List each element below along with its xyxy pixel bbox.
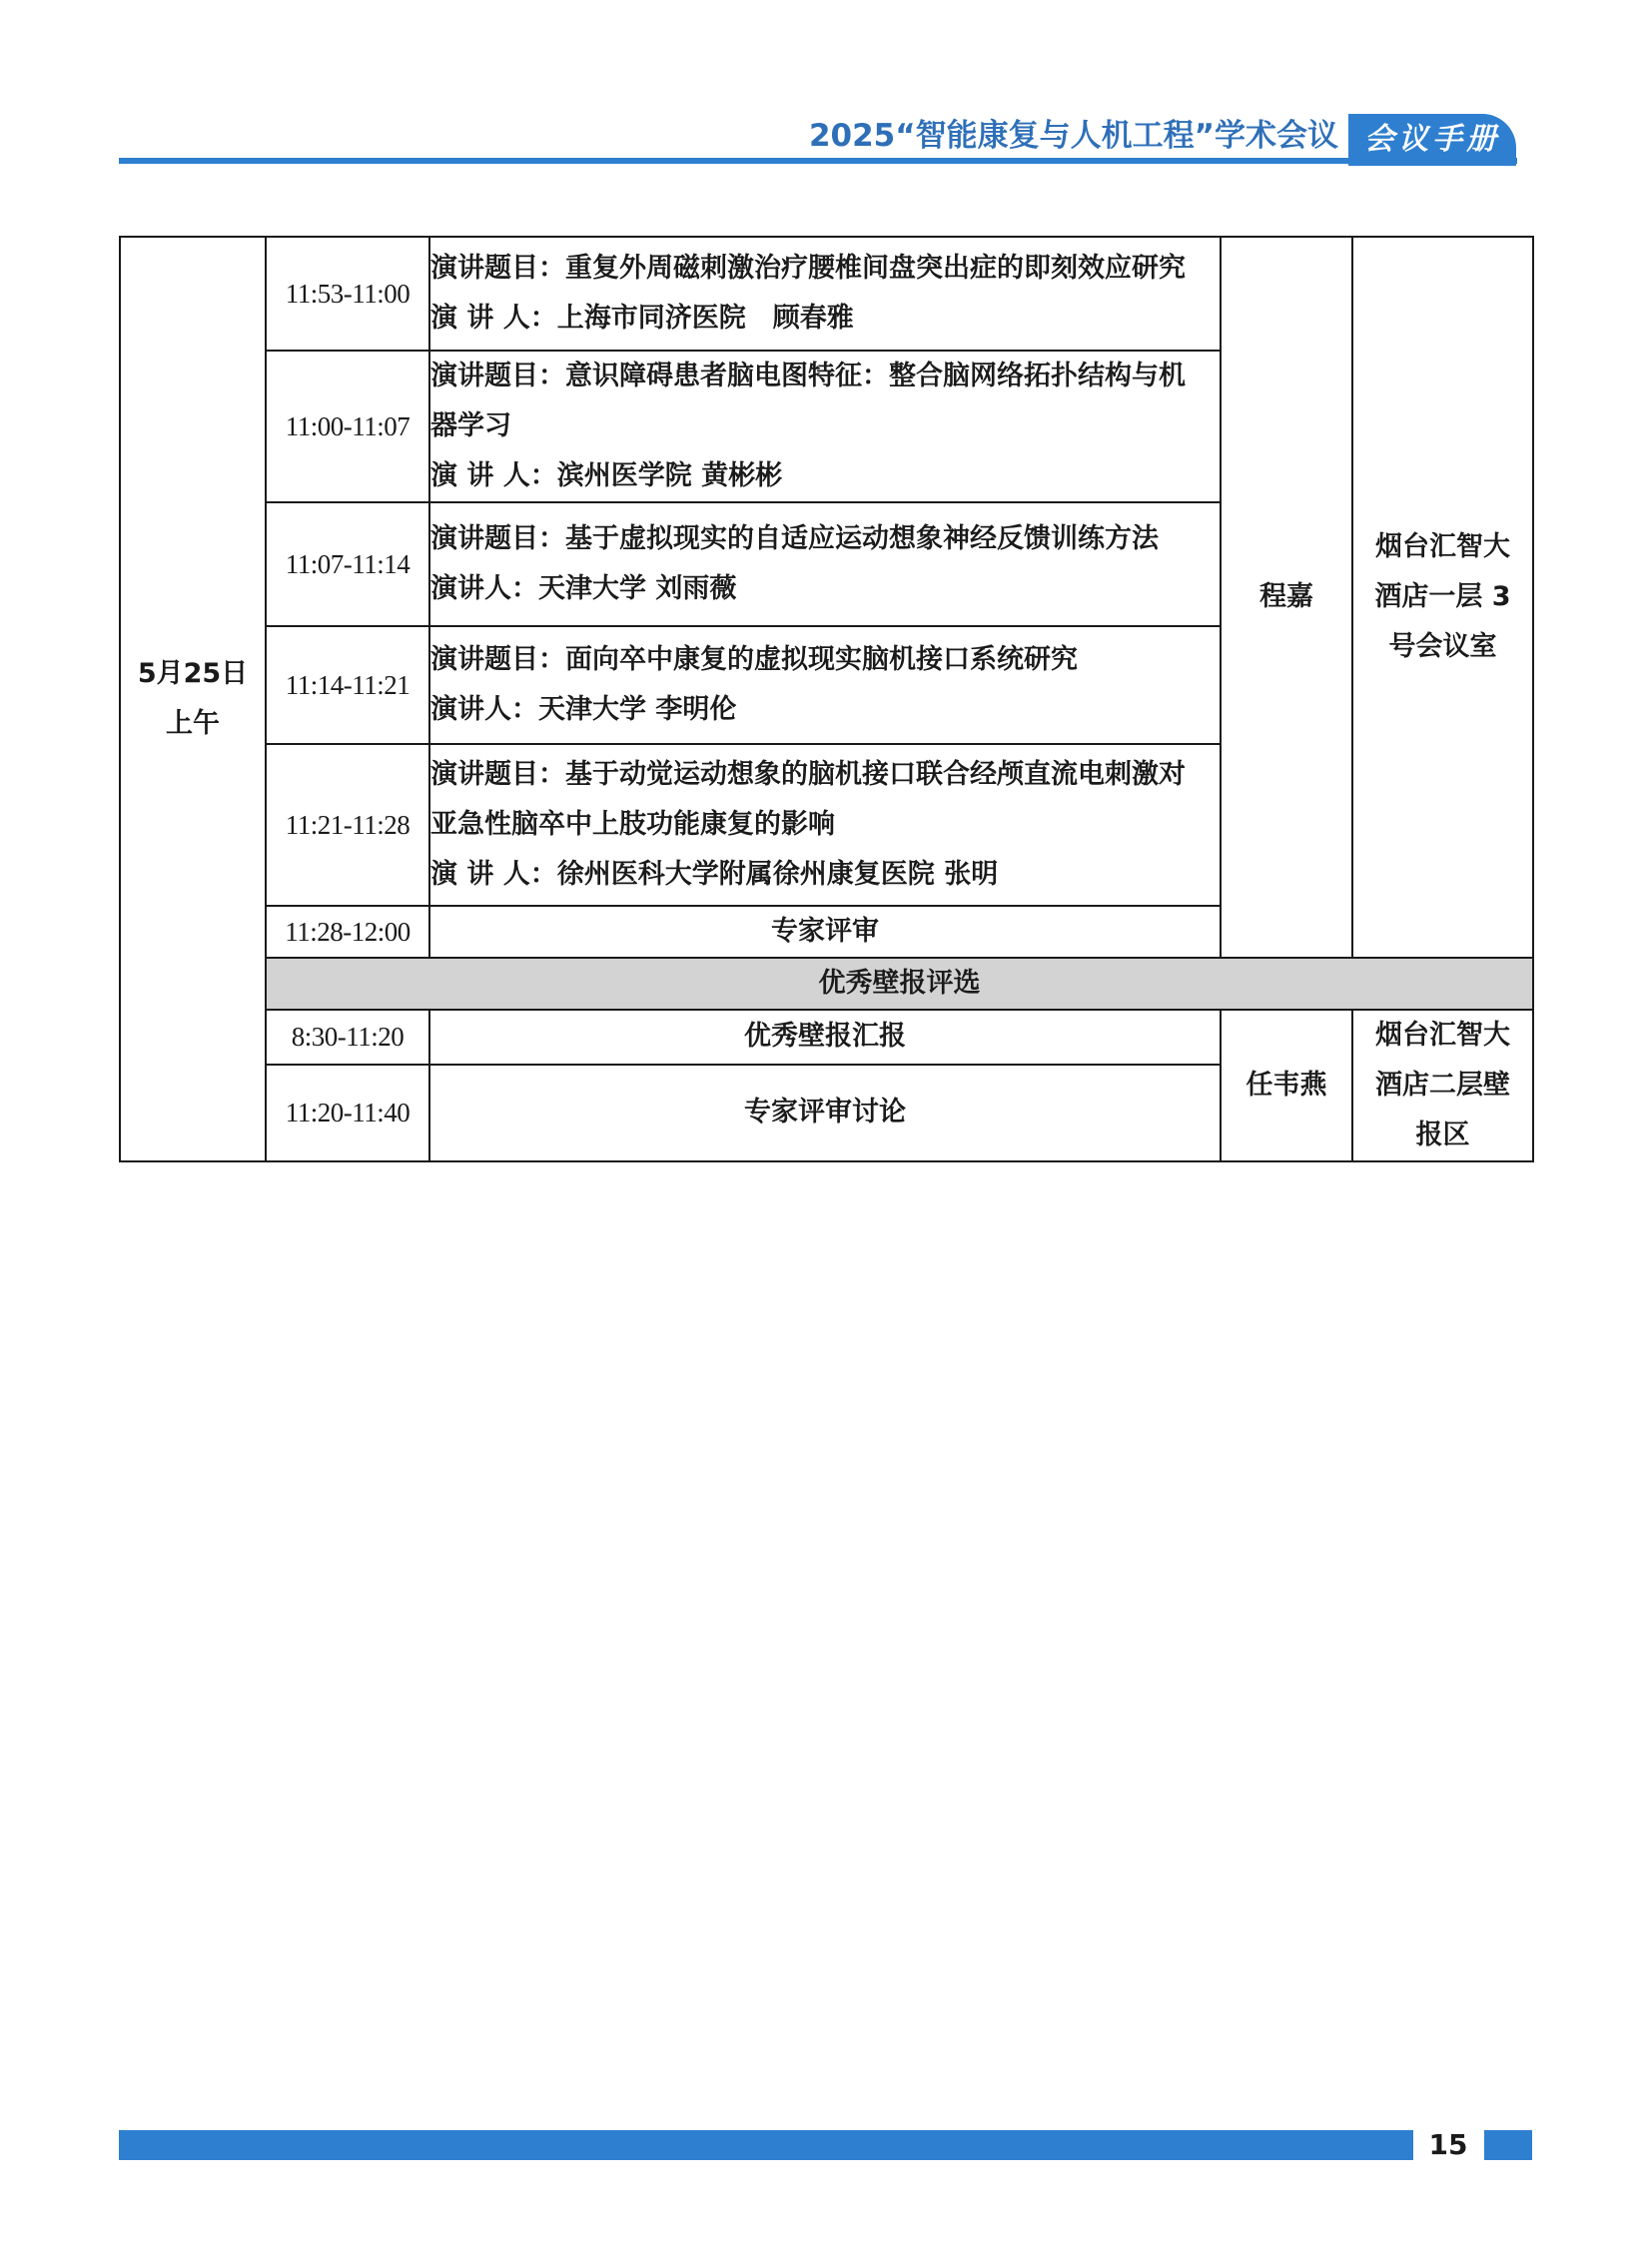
location-cell bbox=[1352, 237, 1533, 958]
host-cell: 任韦燕 bbox=[1221, 1010, 1352, 1161]
talk-cell bbox=[429, 351, 1221, 502]
talk-speaker: 演讲人：天津大学 刘雨薇 bbox=[430, 573, 737, 604]
section-title: 优秀壁报评选 bbox=[266, 958, 1533, 1010]
table-row bbox=[120, 237, 1533, 351]
page-number: 15 bbox=[1428, 2128, 1468, 2161]
time-cell: 11:53-11:00 bbox=[266, 237, 429, 351]
talk-cell bbox=[429, 744, 1221, 906]
time-cell: 11:21-11:28 bbox=[266, 744, 429, 906]
location-line: 号会议室 bbox=[1388, 631, 1497, 662]
location-line: 酒店一层 3 bbox=[1374, 581, 1511, 612]
talk-title: 演讲题目：基于虚拟现实的自适应运动想象神经反馈训练方法 bbox=[430, 523, 1159, 554]
table-row bbox=[120, 1010, 1533, 1065]
location-line: 烟台汇智大 bbox=[1375, 1020, 1510, 1051]
location-line: 烟台汇智大 bbox=[1375, 531, 1510, 562]
header-rule bbox=[119, 158, 1517, 164]
session-text: 上午 bbox=[166, 708, 220, 739]
review-cell: 专家评审 bbox=[429, 906, 1221, 958]
talk-title: 演讲题目：意识障碍患者脑电图特征：整合脑网络拓扑结构与机 bbox=[430, 361, 1186, 391]
date-cell bbox=[120, 237, 266, 1161]
schedule-table bbox=[119, 236, 1534, 1162]
section-row bbox=[120, 958, 1533, 1010]
conference-title: 2025“智能康复与人机工程”学术会议 bbox=[808, 118, 1338, 154]
talk-title-cont: 器学习 bbox=[430, 410, 511, 441]
host-cell: 程嘉 bbox=[1221, 237, 1352, 958]
location-line: 报区 bbox=[1415, 1120, 1470, 1150]
handbook-tab: 会议手册 bbox=[1348, 114, 1516, 166]
talk-title: 演讲题目：面向卒中康复的虚拟现实脑机接口系统研究 bbox=[430, 644, 1078, 675]
poster-activity: 优秀壁报汇报 bbox=[429, 1010, 1221, 1065]
time-cell: 11:07-11:14 bbox=[266, 502, 429, 626]
location-cell bbox=[1352, 1010, 1533, 1161]
talk-title: 演讲题目：基于动觉运动想象的脑机接口联合经颅直流电刺激对 bbox=[430, 759, 1186, 790]
talk-cell bbox=[429, 626, 1221, 744]
footer-bar-tail bbox=[1484, 2130, 1532, 2160]
time-cell: 11:28-12:00 bbox=[266, 906, 429, 958]
talk-speaker: 演 讲 人：徐州医科大学附属徐州康复医院 张明 bbox=[430, 859, 999, 890]
date-text: 5月25日 bbox=[137, 658, 249, 689]
time-cell: 11:00-11:07 bbox=[266, 351, 429, 502]
time-cell: 11:20-11:40 bbox=[266, 1065, 429, 1161]
talk-title-cont: 亚急性脑卒中上肢功能康复的影响 bbox=[430, 809, 835, 840]
talk-cell bbox=[429, 237, 1221, 351]
talk-cell bbox=[429, 502, 1221, 626]
time-cell: 8:30-11:20 bbox=[266, 1010, 429, 1065]
location-line: 酒店二层壁 bbox=[1375, 1070, 1510, 1101]
talk-title: 演讲题目：重复外周磁刺激治疗腰椎间盘突出症的即刻效应研究 bbox=[430, 253, 1186, 284]
poster-activity: 专家评审讨论 bbox=[429, 1065, 1221, 1161]
talk-speaker: 演 讲 人：滨州医学院 黄彬彬 bbox=[430, 460, 783, 491]
talk-speaker: 演 讲 人：上海市同济医院 顾春雅 bbox=[430, 303, 854, 334]
time-cell: 11:14-11:21 bbox=[266, 626, 429, 744]
footer-bar bbox=[119, 2130, 1413, 2160]
talk-speaker: 演讲人：天津大学 李明伦 bbox=[430, 694, 737, 725]
